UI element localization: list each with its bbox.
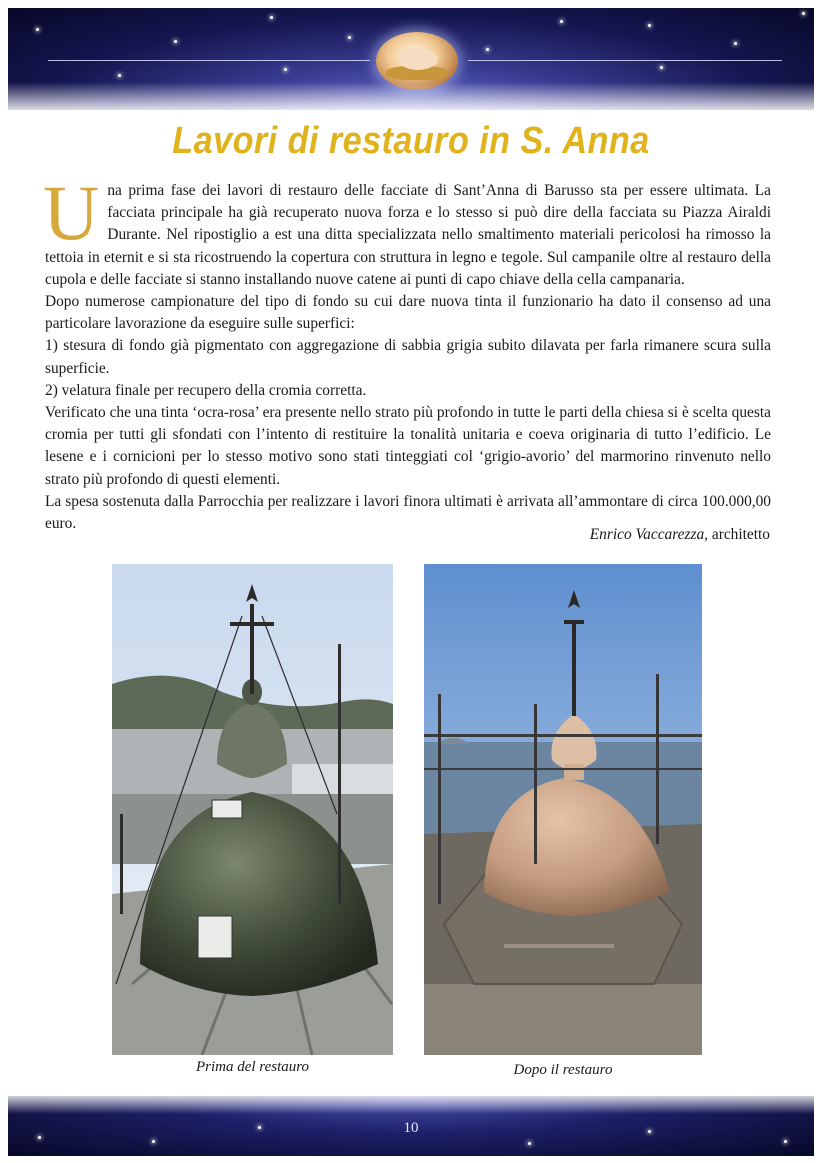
paragraph-4: La spesa sostenuta dalla Parrocchia per realizzare i lavori finora ultimati è arrivata all’ammontare di circa 100.000,00 euro.	[45, 492, 771, 533]
footer-fade	[8, 1096, 814, 1114]
star-icon	[660, 66, 663, 69]
star-icon	[648, 24, 651, 27]
infant-figure	[398, 48, 438, 70]
page-number: 10	[403, 1120, 419, 1136]
star-icon	[152, 1140, 155, 1143]
list-item-2: 2) velatura finale per recupero della cromia corretta.	[45, 381, 367, 399]
star-icon	[174, 40, 177, 43]
star-icon	[486, 48, 489, 51]
header-starry-band	[8, 8, 814, 110]
star-icon	[348, 36, 351, 39]
photo-before-restoration	[112, 564, 393, 1055]
header-divider-right	[468, 60, 782, 61]
footer-starry-band	[8, 1096, 814, 1156]
paragraph-3: Verificato che una tinta ‘ocra-rosa’ era presente nello strato più profondo in tutte le parti della chiesa si è scelta questa cromia per tutti gli sfondati con l’intento di restituire la tonalità unitaria e coeva originaria di tutto l’edificio. Le lesene e i cornicioni per lo stesso motivo sono stati tinteggiati col ‘grigio-avorio’ del marmorino rinvenuto nello strato più profondo di questi elementi.	[45, 404, 771, 488]
caption-after: Dopo il restauro	[513, 1062, 613, 1078]
caption-before: Prima del restauro	[195, 1059, 310, 1075]
star-icon	[118, 74, 121, 77]
dome-after-illustration	[424, 564, 702, 1055]
author-role: architetto	[711, 526, 770, 543]
star-icon	[734, 42, 737, 45]
dome-before-illustration	[112, 564, 393, 1055]
star-icon	[270, 16, 273, 19]
star-icon	[560, 20, 563, 23]
drop-cap: U	[43, 169, 100, 256]
header-divider-left	[48, 60, 370, 61]
star-icon	[284, 68, 287, 71]
paragraph-1	[43, 169, 771, 291]
article-title: Lavori di restauro in S. Anna	[172, 120, 650, 162]
star-icon	[36, 28, 39, 31]
paragraph-1-text: na prima fase dei lavori di restauro delle facciate di Sant’Anna di Barusso sta per essere ultimata. La facciata principale ha già recuperato nuova forza e lo stesso si può dire della facciata su Piazza Airaldi Durante. Nel ripostiglio a est una ditta specializzata nello smaltimento materiali pericolosi ha rimosso la tettoia in eternit e si sta ricostruendo la copertura con struttura in legno e tegole. Sul campanile oltre al restauro della cupola e delle facciate si stanno installando nuove catene ai punti di capo chiave della cella campanaria.	[45, 182, 771, 288]
article-body	[43, 169, 771, 535]
star-icon	[802, 12, 805, 15]
list-item-1: 1) stesura di fondo già pigmentato con aggregazione di sabbia grigia subito dilavata per farla rimanere scura sulla superficie.	[45, 337, 771, 377]
author-name: Enrico Vaccarezza,	[589, 526, 709, 543]
header-fade	[8, 82, 814, 110]
paragraph-2: Dopo numerose campionature del tipo di fondo su cui dare nuova tinta il funzionario ha dato il consenso ad una particolare lavorazione da eseguire sulle superfici:	[45, 293, 771, 333]
photo-after-restoration	[424, 564, 702, 1055]
star-icon	[784, 1140, 787, 1143]
author-signature	[590, 526, 770, 544]
star-icon	[528, 1142, 531, 1145]
